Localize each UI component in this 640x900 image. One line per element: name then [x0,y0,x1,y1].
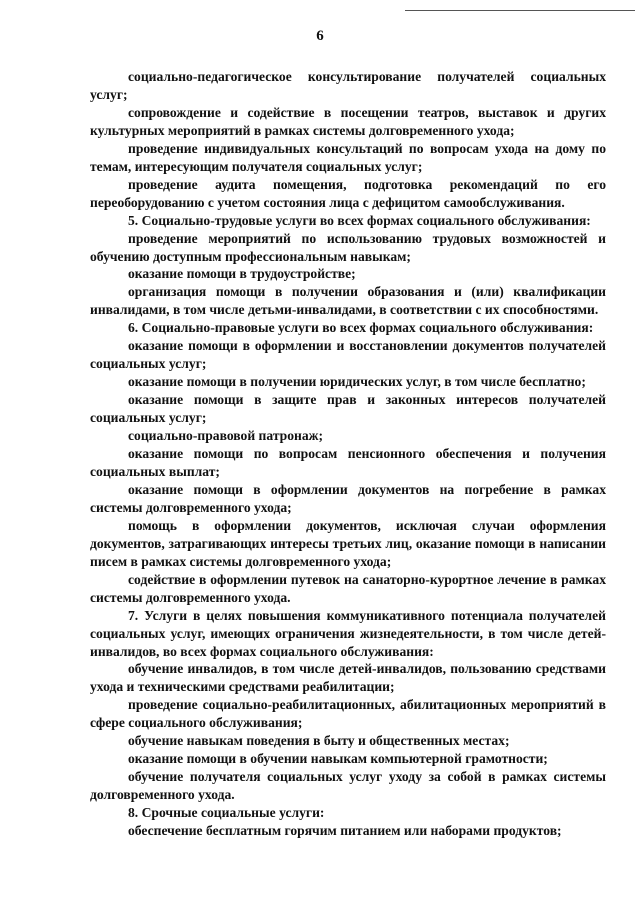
paragraph: оказание помощи в оформлении и восстановлении документов получателей социальных услуг; [90,338,606,372]
document-body [90,68,606,840]
paragraph: оказание помощи в защите прав и законных интересов получателей социальных услуг; [90,392,606,426]
header-rule [405,10,635,11]
paragraph: оказание помощи в трудоустройстве; [128,266,356,282]
paragraph: обучение инвалидов, в том числе детей-инвалидов, пользованию средствами ухода и техническими средствами реабилитации; [90,661,606,695]
paragraph: оказание помощи в получении юридических услуг, в том числе бесплатно; [128,374,586,390]
paragraph: содействие в оформлении путевок на санаторно-курортное лечение в рамках системы долговременного ухода. [90,571,606,605]
section-heading-6: 6. Социально-правовые услуги во всех формах социального обслуживания: [128,320,594,336]
paragraph: обучение навыкам поведения в быту и общественных местах; [128,733,510,749]
paragraph: проведение индивидуальных консультаций по вопросам ухода на дому по темам, интересующим получателя социальных услуг; [90,140,606,174]
page-number: 6 [316,28,324,44]
paragraph: проведение мероприятий по использованию трудовых возможностей и обучению доступным профессиональным навыкам; [90,230,606,264]
section-heading-7: 7. Услуги в целях повышения коммуникативного потенциала получателей социальных услуг, имеющих ограничения жизнедеятельности, в том числе детей-инвалидов, во всех формах социального обслуживания: [90,607,606,659]
paragraph: социально-педагогическое консультирование получателей социальных услуг; [90,69,606,102]
paragraph: помощь в оформлении документов, исключая случаи оформления документов, затрагивающих интересы третьих лиц, оказание помощи в написании писем в рамках системы долговременного ухода; [90,517,606,569]
paragraph: оказание помощи в оформлении документов на погребение в рамках системы долговременного ухода; [90,481,606,515]
paragraph: оказание помощи по вопросам пенсионного обеспечения и получения социальных выплат; [90,446,606,479]
section-heading-5: 5. Социально-трудовые услуги во всех формах социального обслуживания: [128,212,591,228]
paragraph: обеспечение бесплатным горячим питанием или наборами продуктов; [128,823,562,839]
section-heading-8: 8. Срочные социальные услуги: [128,805,325,821]
paragraph: организация помощи в получении образования и (или) квалификации инвалидами, в том числе детьми-инвалидами, в соответствии с их способностями. [90,284,606,318]
paragraph: проведение социально-реабилитационных, абилитационных мероприятий в сфере социального обслуживания; [90,697,606,731]
paragraph: сопровождение и содействие в посещении театров, выставок и других культурных мероприятий в рамках системы долговременного ухода; [90,104,606,138]
paragraph: обучение получателя социальных услуг уходу за собой в рамках системы долговременного ухода. [90,769,606,803]
paragraph: социально-правовой патронаж; [128,428,324,444]
paragraph: оказание помощи в обучении навыкам компьютерной грамотности; [128,751,548,767]
paragraph: проведение аудита помещения, подготовка рекомендаций по его переоборудованию с учетом состояния лица с дефицитом самообслуживания. [90,176,606,210]
